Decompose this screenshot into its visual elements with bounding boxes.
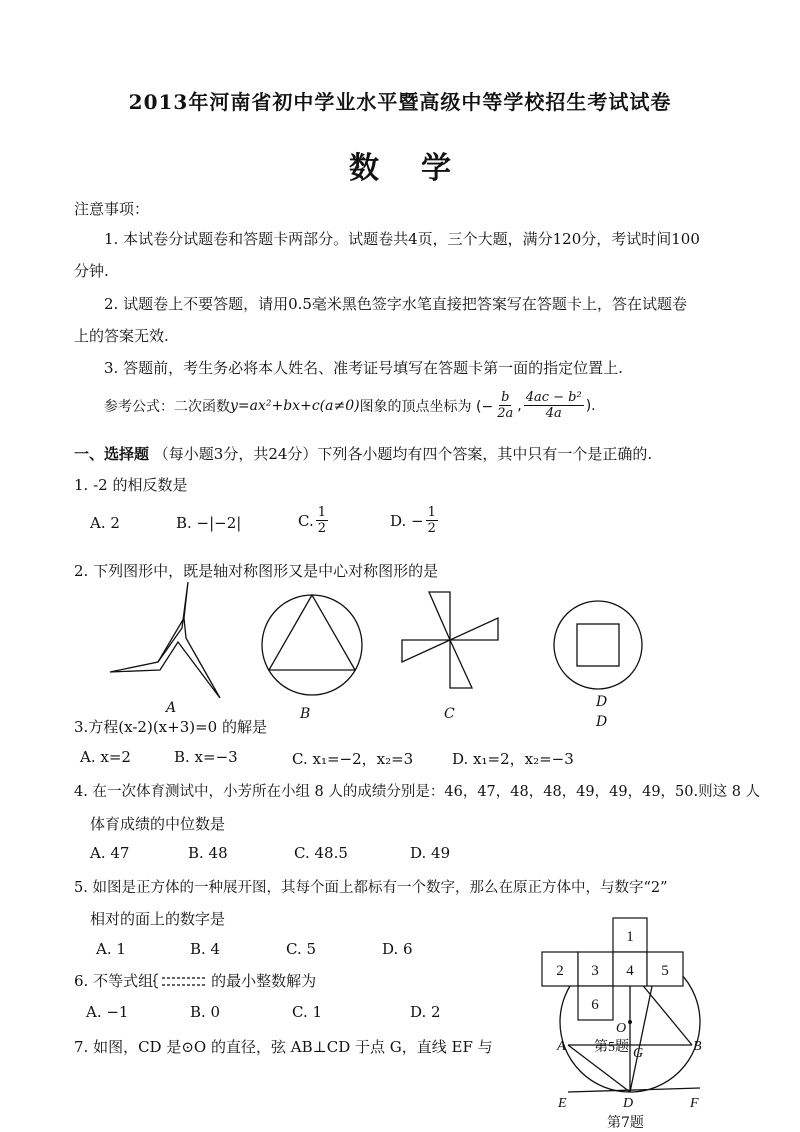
q6-option-d: D. 2 [410, 1003, 441, 1021]
q5-option-c: C. 5 [286, 940, 317, 958]
section-1-label: 一、选择题 [74, 445, 150, 463]
q1-option-b: B. −|−2| [176, 514, 242, 532]
note-3: 3. 答题前，考生务必将本人姓名、准考证号填写在答题卡第一面的指定位置上. [104, 359, 623, 377]
q2-figure-b [262, 595, 362, 695]
frac-1-den: 2a [497, 406, 514, 421]
formula-middle: 图象的顶点坐标为 (− [359, 398, 494, 415]
q1-c-prefix: C. [298, 511, 314, 530]
inequality-brace-icon [153, 973, 211, 989]
net-num-4: 4 [626, 963, 634, 979]
q7-center-dot [628, 1020, 632, 1024]
note-1-line-1: 1. 本试卷分试题卷和答题卡两部分。试题卷共4页，三个大题，满分120分，考试时间100 [104, 230, 700, 248]
q1-option-a: A. 2 [90, 514, 120, 532]
frac-2-den: 4a [545, 406, 562, 421]
q2-figures [100, 580, 660, 730]
q7-stem: 7. 如图，CD 是⊙O 的直径，弦 AB⊥CD 于点 G，直线 EF 与 [74, 1038, 493, 1056]
figure-d-square [577, 624, 619, 666]
q2-label-b: B [300, 706, 311, 722]
q5-option-a: A. 1 [96, 940, 126, 958]
figure-d-circle [554, 601, 642, 689]
q2-label-d-duplicate: D [596, 714, 608, 730]
net-num-5: 5 [661, 963, 669, 979]
q7-line-d-up [630, 972, 655, 1092]
q7-point-d: D [623, 1096, 634, 1111]
note-2-line-1: 2. 试题卷上不要答题，请用0.5毫米黑色签字水笔直接把答案写在答题卡上，答在试题卷 [104, 295, 687, 313]
figure-c-blade-3 [450, 640, 472, 688]
q6-option-a: A. −1 [86, 1003, 129, 1021]
figure-a-outline [110, 582, 220, 698]
formula-fraction-2 [524, 390, 584, 421]
frac-2-num: 4ac − b² [525, 390, 582, 405]
q7-caption: 第7题 [607, 1115, 644, 1131]
q6-option-b: B. 0 [190, 1003, 221, 1021]
q7-point-o: O [616, 1021, 627, 1036]
q6-inequality-system [153, 973, 211, 989]
figure-c-blade-1 [429, 592, 450, 640]
q5-option-d: D. 6 [382, 940, 413, 958]
q4-option-a: A. 47 [90, 844, 130, 862]
reference-formula [104, 390, 596, 421]
figure-c-blade-4 [402, 640, 450, 662]
formula-prefix: 参考公式：二次函数 [104, 398, 230, 415]
formula-expr: y=ax²+bx+c(a≠0) [230, 397, 360, 414]
q1-stem: 1. -2 的相反数是 [74, 476, 188, 494]
q2-label-c: C [444, 706, 455, 722]
q1-d-den: 2 [427, 521, 436, 536]
q2-figure-a [110, 582, 220, 698]
q1-c-den: 2 [317, 521, 326, 536]
q1-d-prefix: D. − [390, 511, 424, 530]
formula-comma: , [517, 397, 522, 414]
q2-label-a: A [166, 700, 177, 716]
exam-title: 2013年河南省初中学业水平暨高级中等学校招生考试试卷 [128, 90, 672, 114]
q1-c-num: 1 [317, 505, 326, 520]
q2-label-d: D [596, 694, 608, 710]
q5-line-2: 相对的面上的数字是 [90, 910, 226, 928]
note-2-line-2: 上的答案无效. [74, 327, 169, 345]
q3-option-b: B. x=−3 [174, 748, 238, 766]
frac-1-num: b [501, 390, 510, 405]
q1-d-fraction [426, 505, 438, 536]
subject-title: 数学 [349, 151, 493, 186]
figures-q5-q7 [530, 912, 730, 1112]
note-1-line-2: 分钟. [74, 262, 109, 280]
formula-suffix: ). [585, 397, 596, 414]
section-1-header [74, 443, 652, 464]
figure-b-triangle [269, 595, 355, 670]
figure-a-inner-1 [158, 618, 184, 662]
figure-c-blade-2 [450, 618, 498, 640]
q1-option-c [298, 505, 330, 536]
q4-line-2: 体育成绩的中位数是 [90, 815, 226, 833]
q6-option-c: C. 1 [292, 1003, 323, 1021]
q4-option-c: C. 48.5 [294, 844, 348, 862]
notes-heading: 注意事项： [74, 200, 150, 218]
q3-stem: 3.方程(x-2)(x+3)=0 的解是 [74, 718, 267, 736]
q3-option-d: D. x₁=2，x₂=−3 [452, 750, 574, 768]
q2-figure-d [554, 601, 642, 689]
q1-c-fraction [316, 505, 328, 536]
section-1-desc: （每小题3分，共24分）下列各小题均有四个答案，其中只有一个是正确的. [153, 445, 653, 463]
q7-point-g: G [633, 1046, 644, 1061]
q5-line-1: 5. 如图是正方体的一种展开图，其每个面上都标有一个数字，那么在原正方体中，与数字“2” [74, 880, 668, 896]
net-num-6: 6 [591, 997, 599, 1013]
q7-line-b-up [640, 982, 692, 1045]
net-num-1: 1 [626, 929, 634, 945]
formula-fraction-1 [495, 390, 515, 421]
q2-stem: 2. 下列图形中，既是轴对称图形又是中心对称图形的是 [74, 562, 439, 580]
q1-option-d [390, 505, 440, 536]
q3-option-a: A. x=2 [80, 748, 131, 766]
q6-stem-prefix: 6. 不等式组 [74, 972, 154, 990]
q5-caption: 第5题 [594, 1040, 629, 1055]
q4-option-b: B. 48 [188, 844, 228, 862]
q7-point-a: A [557, 1039, 566, 1054]
figure-b-circle [262, 595, 362, 695]
q6-stem [74, 970, 316, 991]
q1-d-num: 1 [427, 505, 436, 520]
net-num-3: 3 [591, 963, 599, 979]
q4-option-d: D. 49 [410, 844, 451, 862]
net-num-2: 2 [556, 963, 564, 979]
q4-line-1: 4. 在一次体育测试中，小芳所在小组 8 人的成绩分别是：46，47，48，48，49，49，49，50.则这 8 人 [74, 784, 761, 800]
q7-point-b: B [693, 1039, 702, 1054]
q7-point-e: E [558, 1096, 567, 1111]
q6-stem-suffix: 的最小整数解为 [211, 972, 317, 990]
q7-point-f: F [690, 1096, 699, 1111]
q5-option-b: B. 4 [190, 940, 221, 958]
q2-figure-c [402, 592, 498, 688]
q3-option-c: C. x₁=−2，x₂=3 [292, 750, 414, 768]
